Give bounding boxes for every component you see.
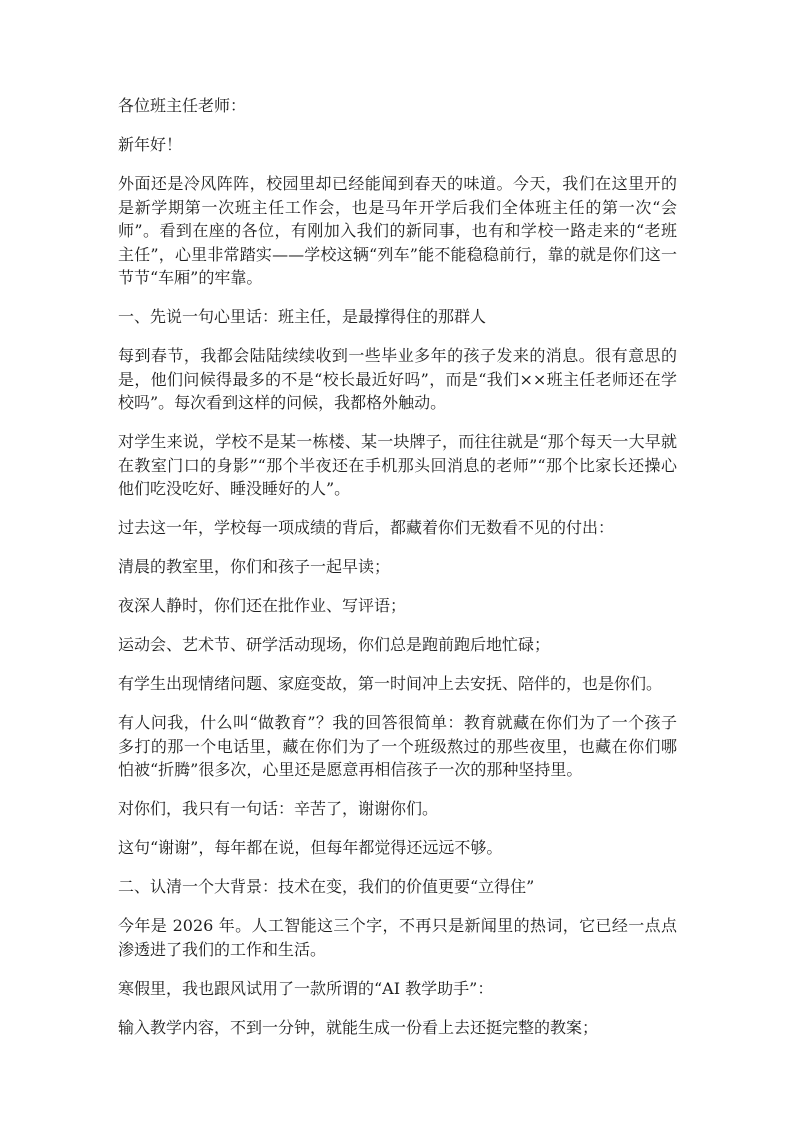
section-1-heading: 一、先说一句心里话：班主任，是最撑得住的那群人 <box>118 307 487 326</box>
paragraph: 这句“谢谢”，每年都在说，但每年都觉得还远远不够。 <box>118 838 503 857</box>
section-2-heading: 二、认清一个大背景：技术在变，我们的价值更要“立得住” <box>118 877 535 896</box>
paragraph: 对你们，我只有一句话：辛苦了，谢谢你们。 <box>118 799 439 818</box>
list-line-students: 有学生出现情绪问题、家庭变故，第一时间冲上去安抚、陪伴的，也是你们。 <box>118 674 663 693</box>
opening-paragraph: 外面还是冷风阵阵，校园里却已经能闻到春天的味道。今天，我们在这里开的是新学期第一次班主任工作会，也是马年开学后我们全体班主任的第一次“会师”。看到在座的各位，有刚加入我们的新同事，也有和学校一路走来的“老班主任”，心里非常踏实——学校这辆“列车”能不能稳稳前行，靠的就是你们这一节节“车厢”的牢靠。 <box>118 174 677 287</box>
paragraph: 过去这一年，学校每一项成绩的背后，都藏着你们无数看不见的付出： <box>118 518 615 537</box>
greeting-line: 新年好！ <box>118 135 183 154</box>
paragraph: 每到春节，我都会陆陆续续收到一些毕业多年的孩子发来的消息。很有意思的是，他们问候得最多的不是“校长最近好吗”，而是“我们××班主任老师还在学校吗”。每次看到这样的问候，我都格外触动。 <box>118 346 677 412</box>
paragraph: 今年是 2026 年。人工智能这三个字，不再只是新闻里的热词，它已经一点点渗透进了我们的工作和生活。 <box>118 916 677 959</box>
list-line-night: 夜深人静时，你们还在批作业、写评语； <box>118 596 407 615</box>
list-line-morning: 清晨的教室里，你们和孩子一起早读； <box>118 557 391 576</box>
paragraph: 有人问我，什么叫“做教育”？我的回答很简单：教育就藏在你们为了一个孩子多打的那一个电话里，藏在你们为了一个班级熬过的那些夜里，也藏在你们哪怕被“折腾”很多次，心里还是愿意再相信孩子一次的那种坚持里。 <box>118 713 677 779</box>
paragraph: 对学生来说，学校不是某一栋楼、某一块牌子，而往往就是“那个每天一大早就在教室门口的身影”“那个半夜还在手机那头回消息的老师”“那个比家长还操心他们吃没吃好、睡没睡好的人”。 <box>118 432 677 498</box>
salutation-line: 各位班主任老师： <box>118 96 247 115</box>
paragraph: 寒假里，我也跟风试用了一款所谓的“AI 教学助手”： <box>118 978 494 998</box>
paragraph: 输入教学内容，不到一分钟，就能生成一份看上去还挺完整的教案； <box>118 1017 599 1037</box>
list-line-events: 运动会、艺术节、研学活动现场，你们总是跑前跑后地忙碌； <box>118 635 551 654</box>
